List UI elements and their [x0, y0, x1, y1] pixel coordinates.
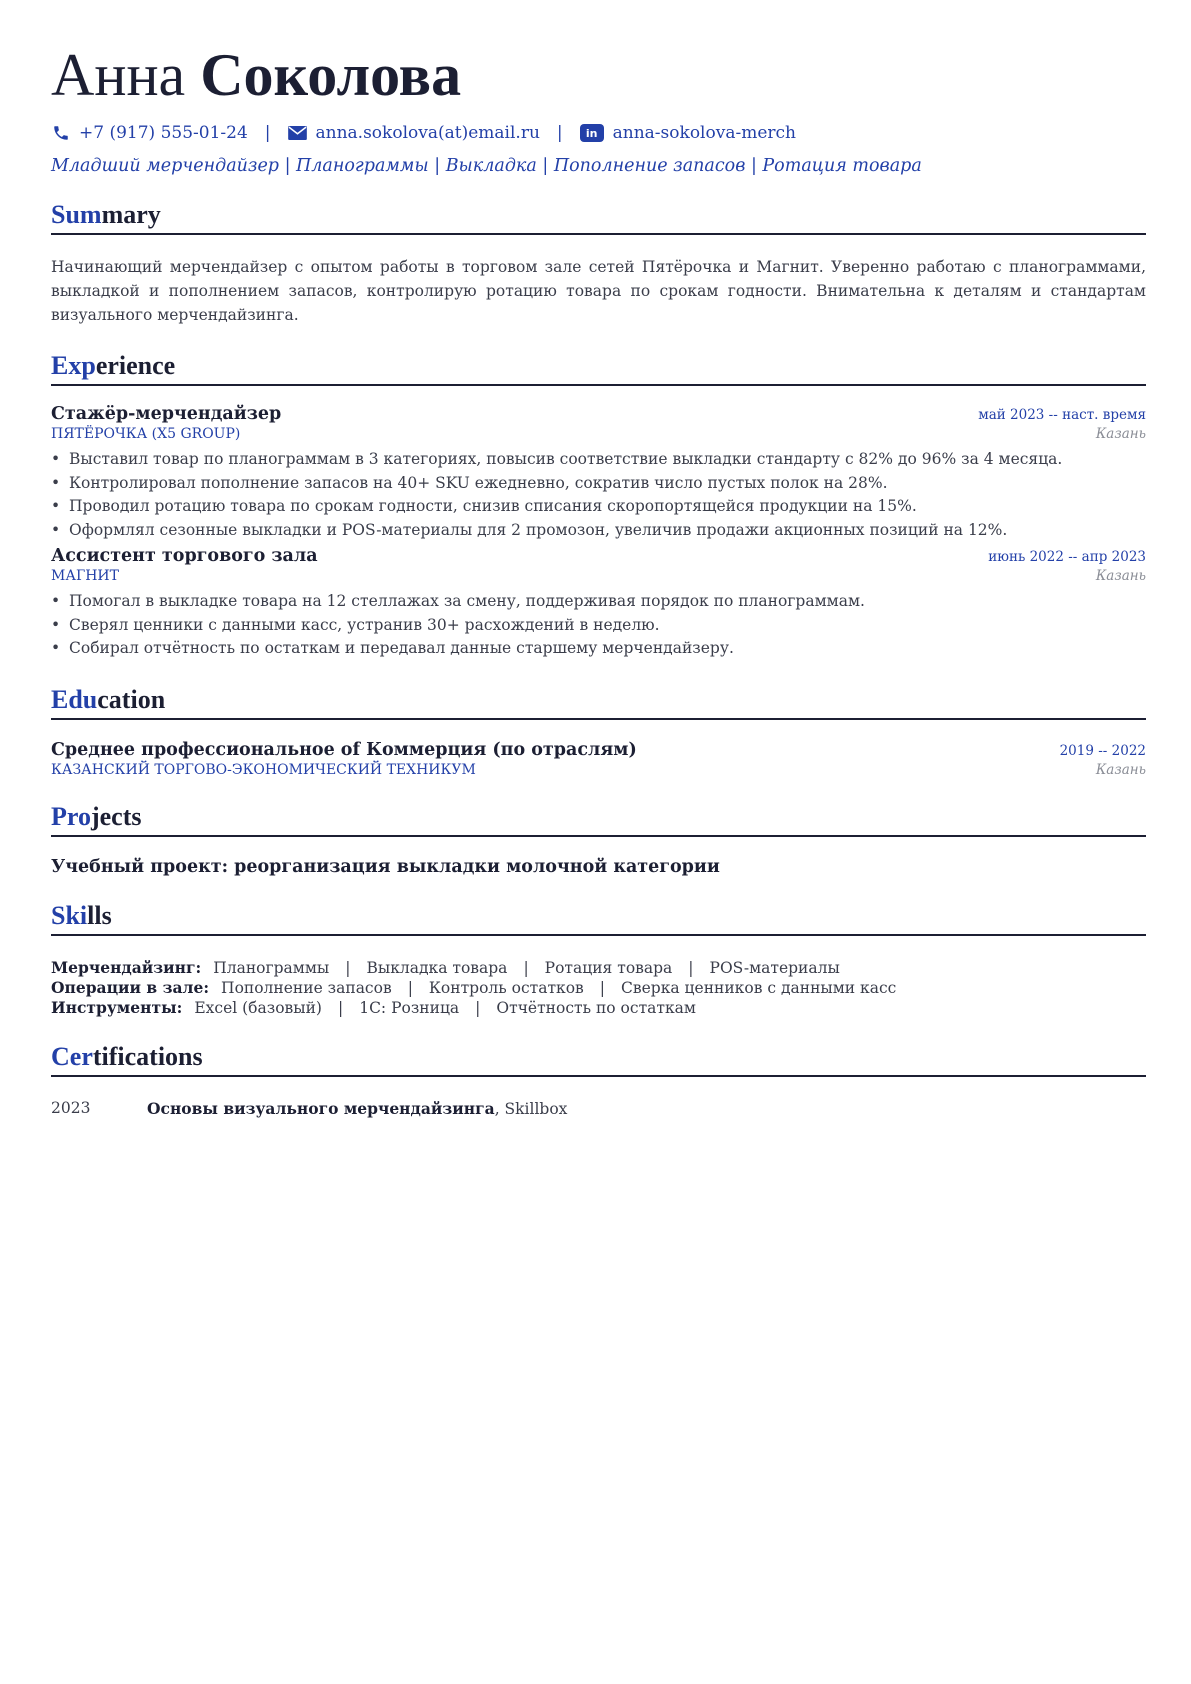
experience-section — [51, 349, 1146, 661]
skills-list — [51, 958, 1146, 1018]
skill-group — [51, 978, 1146, 998]
project-title: Учебный проект: реорганизация выкладки молочной категории — [51, 856, 720, 877]
resume-page — [51, 40, 1146, 1118]
job-entry — [51, 404, 1146, 542]
skill-category: Операции в зале: — [51, 977, 210, 997]
skill-item: Планограммы — [213, 958, 330, 977]
skill-item: POS-материалы — [709, 958, 840, 977]
summary-text: Начинающий мерчендайзер с опытом работы в торговом зале сетей Пятёрочка и Магнит. Уверенно работаю с планограммами, выкладкой и пополнением запасов, контролирую ротацию товара по срокам годности. Внимательна к деталям и стандартам визуального мерчендайзинга. — [51, 258, 1146, 324]
contact-line — [51, 120, 1146, 146]
job-dates: май 2023 -- наст. время — [978, 407, 1146, 423]
job-dates: июнь 2022 -- апр 2023 — [988, 549, 1146, 565]
first-name: Анна — [51, 42, 186, 108]
job-title: Стажёр-мерчендайзер — [51, 404, 282, 424]
skill-group — [51, 958, 1146, 978]
certification-issuer: , Skillbox — [494, 1099, 568, 1118]
phone-icon — [51, 123, 71, 143]
company-name: ПЯТЁРОЧКА (X5 GROUP) — [51, 426, 241, 442]
skill-separator: | — [688, 958, 694, 977]
skill-item: Сверка ценников с данными касс — [621, 978, 897, 997]
section-title-projects: Projects — [51, 800, 1146, 837]
job-location: Казань — [1095, 426, 1146, 442]
headline-tagline: Младший мерчендайзер | Планограммы | Выкладка | Пополнение запасов | Ротация товара — [51, 156, 922, 176]
education-section — [51, 683, 1146, 778]
candidate-name — [51, 40, 1146, 110]
job-bullets — [51, 448, 1146, 542]
list-item: • Оформлял сезонные выкладки и POS-материалы для 2 промозон, увеличив продажи акционных позиций на 12%. — [51, 519, 1146, 543]
skill-item: Excel (базовый) — [194, 998, 322, 1017]
certification-year: 2023 — [51, 1098, 91, 1117]
skill-group — [51, 998, 1146, 1018]
skill-separator: | — [345, 958, 351, 977]
skill-item: Ротация товара — [544, 958, 673, 977]
school-location: Казань — [1095, 761, 1146, 778]
section-title-skills: Skills — [51, 899, 1146, 936]
list-item: • Контролировал пополнение запасов на 40+ SKU ежедневно, сократив число пустых полок на 28%. — [51, 472, 1146, 496]
phone-link[interactable]: +7 (917) 555-01-24 — [79, 123, 248, 143]
job-entry — [51, 546, 1146, 661]
list-item: • Выставил товар по планограммам в 3 категориях, повысив соответствие выкладки стандарту с 82% до 96% за 4 месяца. — [51, 448, 1146, 472]
linkedin-icon: in — [580, 124, 604, 142]
skill-separator: | — [599, 978, 606, 997]
section-title-certifications: Certifications — [51, 1040, 1146, 1077]
envelope-icon — [288, 123, 308, 143]
job-title: Ассистент торгового зала — [51, 546, 318, 566]
section-title-experience: Experience — [51, 349, 1146, 386]
education-dates: 2019 -- 2022 — [1059, 742, 1146, 759]
certifications-section — [51, 1040, 1146, 1118]
skill-item: Контроль остатков — [428, 978, 584, 997]
degree: Среднее профессиональное of Коммерция (по отраслям) — [51, 739, 637, 760]
skill-item: Отчётность по остаткам — [496, 998, 696, 1017]
skill-category: Инструменты: — [51, 997, 183, 1017]
contact-separator: | — [556, 123, 563, 143]
list-item: • Сверял ценники с данными касс, устранив 30+ расхождений в неделю. — [51, 614, 1146, 638]
skill-separator: | — [337, 998, 344, 1017]
skill-item: 1С: Розница — [359, 998, 460, 1017]
certification-entry — [51, 1099, 1146, 1118]
skill-separator: | — [523, 958, 529, 977]
section-title-education: Education — [51, 683, 1146, 720]
contact-separator: | — [264, 123, 271, 143]
certification-name: Основы визуального мерчендайзинга — [147, 1098, 495, 1118]
linkedin-link[interactable]: anna-sokolova-merch — [612, 123, 796, 143]
summary-section — [51, 198, 1146, 327]
school-name: КАЗАНСКИЙ ТОРГОВО-ЭКОНОМИЧЕСКИЙ ТЕХНИКУМ — [51, 761, 476, 778]
skill-item: Пополнение запасов — [221, 978, 392, 997]
skill-category: Мерчендайзинг: — [51, 957, 202, 977]
skill-separator: | — [475, 998, 481, 1017]
job-location: Казань — [1095, 568, 1146, 584]
skill-separator: | — [407, 978, 413, 997]
skill-item: Выкладка товара — [366, 958, 508, 977]
list-item: • Проводил ротацию товара по срокам годности, снизив списания скоропортящейся продукции на 15%. — [51, 495, 1146, 519]
company-name: МАГНИТ — [51, 568, 119, 584]
projects-section — [51, 800, 1146, 877]
section-title-summary: Summary — [51, 198, 1146, 235]
job-bullets — [51, 590, 1146, 661]
list-item: • Помогал в выкладке товара на 12 стеллажах за смену, поддерживая порядок по планограммам. — [51, 590, 1146, 614]
last-name: Соколова — [200, 42, 462, 108]
education-entry — [51, 740, 1146, 778]
skills-section — [51, 899, 1146, 1018]
list-item: • Собирал отчётность по остаткам и передавал данные старшему мерчендайзеру. — [51, 637, 1146, 661]
email-link[interactable]: anna.sokolova(at)email.ru — [315, 123, 540, 143]
